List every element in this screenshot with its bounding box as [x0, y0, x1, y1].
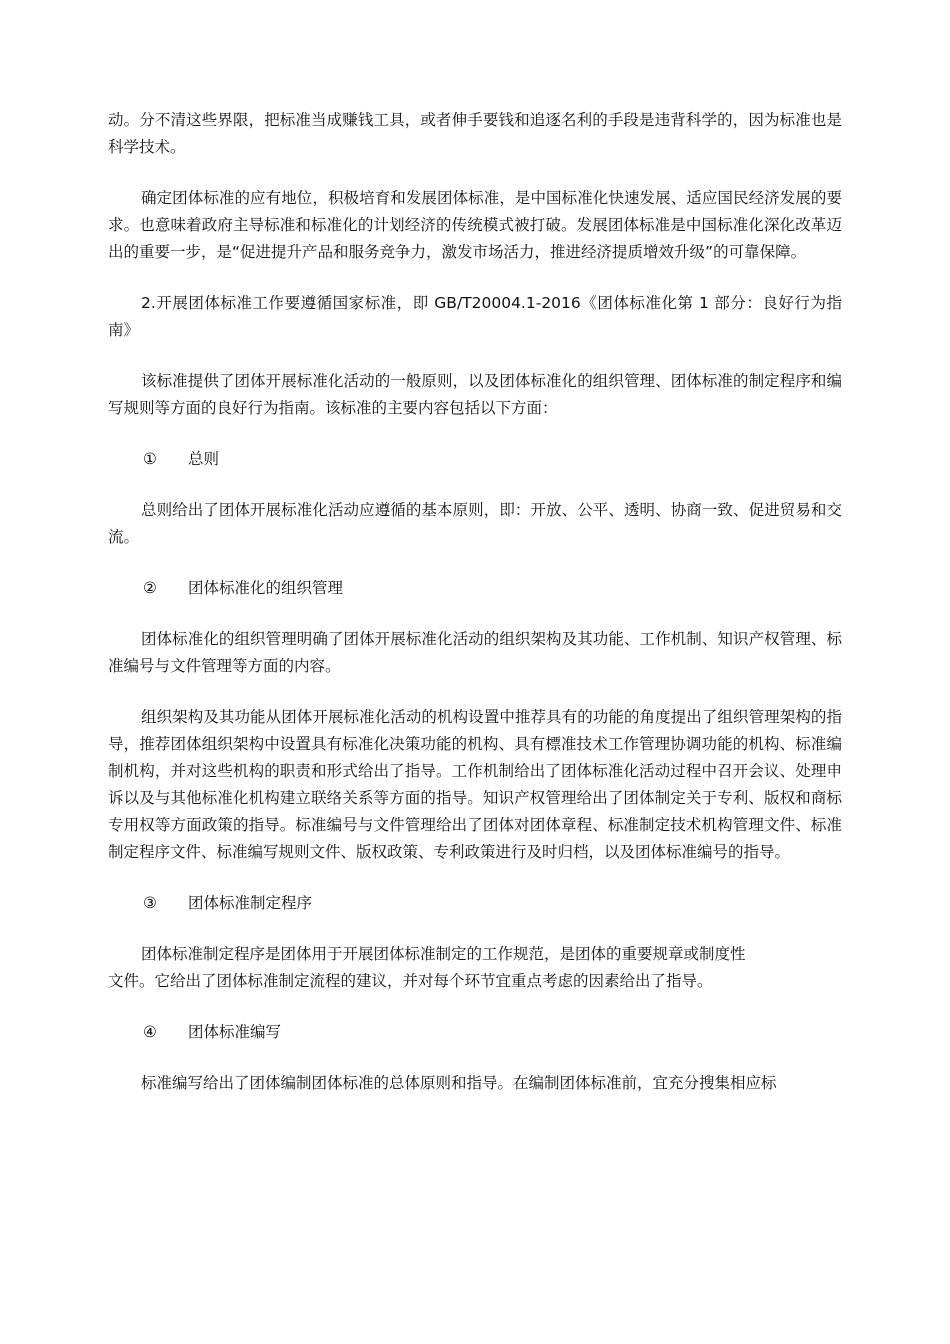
paragraph-2: 确定团体标准的应有地位，积极培育和发展团体标准，是中国标准化快速发展、适应国民经济发展的要求。也意味着政府主导标准和标准化的计划经济的传统模式被打破。发展团体标准是中国标准化深化改革迈出的重要一步，是“促进提升产品和服务竞争力，激发市场活力，推进经济提质增效升级”的可靠保障。	[108, 189, 842, 261]
paragraph-5: 总则给出了团体开展标准化活动应遵循的基本原则，即：开放、公平、透明、协商一致、促进贸易和交流。	[108, 501, 842, 546]
paragraph-8	[108, 941, 842, 995]
item-number: ②	[143, 579, 157, 597]
paragraph-1: 动。分不清这些界限，把标准当成赚钱工具，或者伸手要钱和追逐名利的手段是违背科学的，因为标准也是科学技术。	[108, 111, 842, 156]
paragraph-6: 团体标准化的组织管理明确了团体开展标准化活动的组织架构及其功能、工作机制、知识产权管理、标准编号与文件管理等方面的内容。	[108, 630, 842, 675]
document-page	[108, 107, 842, 1121]
paragraph-8-line-1: 团体标准制定程序是团体用于开展团体标准制定的工作规范，是团体的重要规章或制度性	[141, 945, 746, 963]
item-number: ④	[143, 1023, 157, 1041]
paragraph-4: 该标准提供了团体开展标准化活动的一般原则，以及团体标准化的组织管理、团体标准的制定程序和编写规则等方面的良好行为指南。该标准的主要内容包括以下方面：	[108, 372, 842, 417]
list-item-3	[108, 890, 842, 917]
item-number: ①	[143, 450, 157, 468]
paragraph-3-heading: 2.开展团体标准工作要遵循国家标准，即 GB/T20004.1-2016《团体标准化第 1 部分：良好行为指南》	[108, 294, 842, 339]
item-title: 团体标准制定程序	[188, 894, 313, 912]
item-title: 团体标准化的组织管理	[188, 579, 344, 597]
paragraph-7: 组织架构及其功能从团体开展标准化活动的机构设置中推荐具有的功能的角度提出了组织管理架构的指导，推荐团体组织架构中设置具有标准化决策功能的机构、具有標准技术工作管理协调功能的机构、标准编制机构，并对这些机构的职责和形式给出了指导。工作机制给出了团体标准化活动过程中召开会议、处理申诉以及与其他标准化机构建立联络关系等方面的指导。知识产权管理给出了团体制定关于专利、版权和商标专用权等方面政策的指导。标准编号与文件管理给出了团体对团体章程、标准制定技术机构管理文件、标准制定程序文件、标准编写规则文件、版权政策、专利政策进行及时归档，以及团体标准编号的指导。	[108, 708, 842, 861]
item-title: 团体标准编写	[188, 1023, 282, 1041]
list-item-4	[108, 1019, 842, 1046]
list-item-2	[108, 575, 842, 602]
paragraph-8-line-2: 文件。它给出了团体标准制定流程的建议，并对每个环节宜重点考虑的因素给出了指导。	[108, 972, 713, 990]
paragraph-9: 标准编写给出了团体编制团体标准的总体原则和指导。在编制团体标准前，宜充分搜集相应标	[141, 1074, 777, 1092]
item-number: ③	[143, 894, 157, 912]
list-item-1	[108, 446, 842, 473]
item-title: 总则	[188, 450, 220, 468]
